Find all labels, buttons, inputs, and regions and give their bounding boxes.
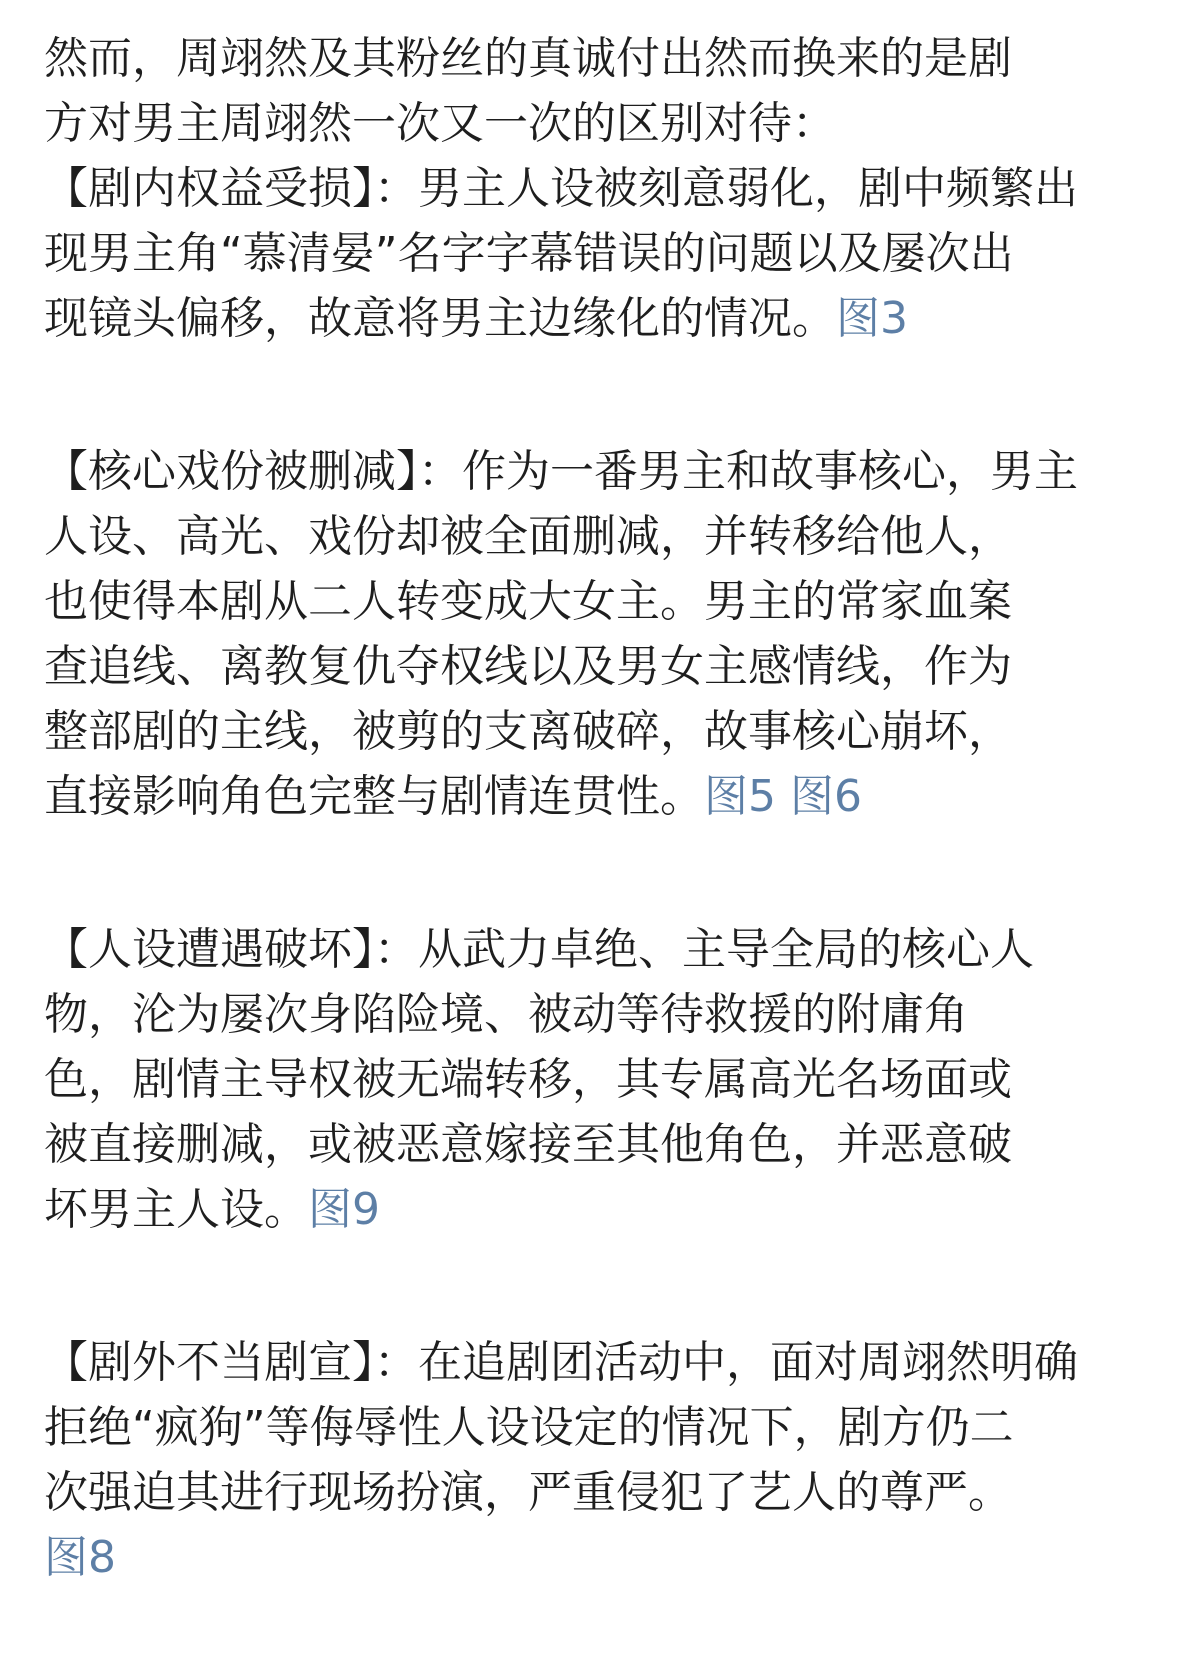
text-line	[44, 764, 1144, 829]
section-improper-promotion	[44, 1330, 1144, 1590]
text-line: 人设、高光、戏份却被全面删减，并转移给他人，	[44, 511, 1012, 562]
text-line: 色，剧情主导权被无端转移，其专属高光名场面或	[44, 1054, 1012, 1105]
section-character-damaged	[44, 917, 1144, 1242]
post-body	[44, 0, 1144, 1590]
text-line: 【剧外不当剧宣】：在追剧团活动中，面对周翊然明确	[44, 1337, 1078, 1388]
image-link-9[interactable]: 图9	[308, 1184, 380, 1235]
image-link-6[interactable]: 图6	[790, 771, 862, 822]
section-core-scenes-cut	[44, 439, 1144, 829]
text-line: 然而，周翊然及其粉丝的真诚付出然而换来的是剧	[44, 33, 1012, 84]
text-line: 【人设遭遇破坏】：从武力卓绝、主导全局的核心人	[44, 924, 1034, 975]
text-line	[44, 1525, 1144, 1590]
text-line: 物，沦为屡次身陷险境、被动等待救援的附庸角	[44, 989, 968, 1040]
image-link-5[interactable]: 图5	[704, 771, 776, 822]
image-link-8[interactable]: 图8	[44, 1532, 116, 1583]
image-link-3[interactable]: 图3	[836, 293, 908, 344]
text-line: 被直接删减，或被恶意嫁接至其他角色，并恶意破	[44, 1119, 1012, 1170]
text-segment: 直接影响角色完整与剧情连贯性。	[44, 771, 704, 822]
text-line: 现男主角“慕清晏”名字字幕错误的问题以及屡次出	[44, 228, 1014, 279]
text-line: 次强迫其进行现场扮演，严重侵犯了艺人的尊严。	[44, 1467, 1012, 1518]
text-line	[44, 286, 1144, 351]
text-line: 也使得本剧从二人转变成大女主。男主的常家血案	[44, 576, 1012, 627]
text-line: 拒绝“疯狗”等侮辱性人设设定的情况下，剧方仍二	[44, 1402, 1014, 1453]
text-line	[44, 1177, 1144, 1242]
section-rights-damaged	[44, 156, 1144, 351]
paragraph-gap	[44, 351, 1144, 439]
text-segment: 现镜头偏移，故意将男主边缘化的情况。	[44, 293, 836, 344]
text-line: 方对男主周翊然一次又一次的区别对待：	[44, 98, 836, 149]
text-segment: 坏男主人设。	[44, 1184, 308, 1235]
text-line: 【核心戏份被删减】：作为一番男主和故事核心，男主	[44, 446, 1078, 497]
text-line: 【剧内权益受损】：男主人设被刻意弱化，剧中频繁出	[44, 163, 1078, 214]
paragraph-gap	[44, 829, 1144, 917]
intro-paragraph	[44, 26, 1144, 156]
paragraph-gap	[44, 1242, 1144, 1330]
text-line: 查追线、离教复仇夺权线以及男女主感情线，作为	[44, 641, 1012, 692]
text-line: 整部剧的主线，被剪的支离破碎，故事核心崩坏，	[44, 706, 1012, 757]
